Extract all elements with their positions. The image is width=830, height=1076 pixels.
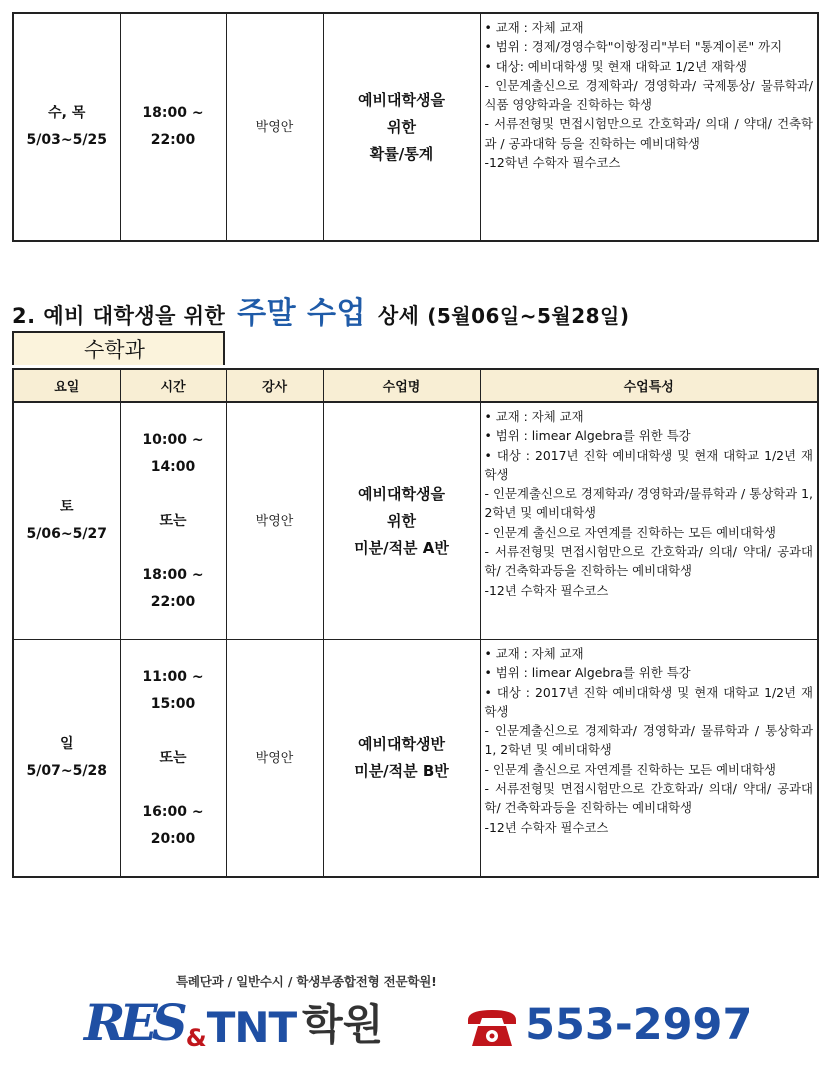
time-cell [120, 13, 226, 241]
column-header-teacher: 강사 [226, 369, 323, 402]
feature-item: • 교재 : 자체 교재 [485, 18, 814, 37]
heading-range: (5월06일~5월28일) [427, 304, 630, 328]
logo-hakwon: 학원 [302, 1000, 384, 1049]
logo-ampersand: & [185, 1024, 207, 1052]
feature-item: • 범위 : limear Algebra를 위한 특강 [485, 663, 814, 682]
date-range: 5/07~5/28 [26, 763, 107, 779]
day-cell [13, 640, 120, 878]
teacher-cell: 박영안 [226, 640, 323, 878]
table-row [13, 402, 818, 640]
feature-item: -12년 수학자 필수코스 [484, 819, 609, 835]
feature-item: - 인문계출신으로 경제학과/ 경영학과/물류학과 / 통상학과 1, 2학년 및 예비대학생 [484, 486, 813, 521]
time-start: 16:00 ~ [142, 803, 204, 820]
feature-item: • 교재 : 자체 교재 [485, 407, 814, 426]
table-row [13, 640, 818, 878]
features-cell [480, 402, 818, 640]
column-header-course: 수업명 [323, 369, 480, 402]
features-cell [480, 640, 818, 878]
course-line: 예비대학생반 [358, 735, 445, 753]
day-label: 토 [59, 499, 74, 515]
day-cell [13, 13, 120, 241]
tagline: 특례단과 / 일반수시 / 학생부종합전형 전문학원! [176, 974, 437, 989]
feature-item: - 서류전형및 면접시험만으로 간호학과/ 의대/ 약대/ 공과대학/ 건축학과등을 진학하는 예비대학생 [484, 544, 813, 579]
time-start: 10:00 ~ [142, 431, 204, 448]
feature-item: - 인문계 출신으로 자연계를 진학하는 모든 예비대학생 [484, 761, 776, 777]
table-header-row [13, 369, 818, 402]
logo-res: RES [84, 993, 182, 1052]
heading-suffix: 상세 [377, 304, 420, 328]
day-label: 수, 목 [48, 105, 86, 121]
phone-contact [464, 1000, 752, 1050]
course-line: 확률/통계 [369, 144, 434, 163]
telephone-icon [464, 1006, 520, 1050]
time-start: 11:00 ~ [142, 668, 204, 685]
time-start: 18:00 ~ [142, 105, 204, 121]
phone-number: 553-2997 [525, 1000, 753, 1050]
time-end: 15:00 [150, 695, 196, 712]
schedule-table-weekend [12, 368, 819, 878]
department-label: 수학과 [12, 331, 225, 365]
date-range: 5/06~5/27 [26, 526, 107, 542]
table-row [13, 13, 818, 241]
feature-item: • 범위 : 경제/경영수학"이항정리"부터 "통계이론" 까지 [485, 37, 814, 56]
course-line: 미분/적분 A반 [354, 538, 449, 557]
schedule-table-weekday [12, 12, 819, 242]
heading-highlight: 주말 수업 [237, 296, 366, 331]
section-heading [12, 288, 824, 332]
day-label: 일 [59, 736, 74, 752]
feature-item: - 서류전형및 면접시험만으로 간호학과/ 의대/ 약대/ 공과대학/ 건축학과등을 진학하는 예비대학생 [484, 781, 813, 816]
teacher-cell: 박영안 [226, 13, 323, 241]
feature-item: -12학년 수학자 필수코스 [484, 155, 621, 171]
feature-item: - 인문계출신으로 경제학과/ 경영학과/ 국제통상/ 물류학과/ 식품 영양학과을 진학하는 학생 [484, 77, 813, 113]
date-range: 5/03~5/25 [26, 132, 107, 148]
column-header-time: 시간 [120, 369, 226, 402]
column-header-day: 요일 [13, 369, 120, 402]
feature-item: • 대상 : 2017년 진학 예비대학생 및 현재 대학교 1/2년 재학생 [485, 446, 814, 485]
day-cell [13, 402, 120, 640]
course-cell [323, 13, 480, 241]
feature-item: • 교재 : 자체 교재 [485, 644, 814, 663]
course-cell [323, 640, 480, 878]
time-end: 20:00 [150, 830, 196, 847]
feature-item: - 인문계 출신으로 자연계를 진학하는 모든 예비대학생 [484, 524, 776, 540]
feature-item: - 서류전형및 면접시험만으로 간호학과/ 의대 / 약대/ 건축학과 / 공과대학 등을 진학하는 예비대학생 [484, 116, 813, 151]
course-line: 예비대학생을 [358, 484, 445, 503]
feature-item: -12년 수학자 필수코스 [484, 582, 609, 598]
time-cell [120, 640, 226, 878]
teacher-cell: 박영안 [226, 402, 323, 640]
time-end: 14:00 [150, 458, 196, 475]
feature-item: • 대상: 예비대학생 및 현재 대학교 1/2년 재학생 [485, 57, 814, 76]
feature-item: • 대상 : 2017년 진학 예비대학생 및 현재 대학교 1/2년 재학생 [485, 683, 814, 722]
logo-tnt: TNT [206, 1003, 297, 1052]
academy-logo [84, 992, 383, 1052]
course-cell [323, 402, 480, 640]
feature-item: • 범위 : limear Algebra를 위한 특강 [485, 426, 814, 445]
footer [84, 972, 804, 1057]
course-line: 미분/적분 B반 [354, 762, 449, 780]
time-end: 22:00 [150, 132, 196, 148]
time-end: 22:00 [150, 593, 196, 610]
course-line: 예비대학생을 [358, 90, 445, 109]
time-cell [120, 402, 226, 640]
column-header-features: 수업특성 [480, 369, 818, 402]
course-line: 위한 [387, 117, 416, 136]
time-or: 또는 [159, 512, 187, 529]
feature-item: - 인문계출신으로 경제학과/ 경영학과/ 물류학과 / 통상학과 1, 2학년 및 예비대학생 [484, 723, 813, 758]
time-start: 18:00 ~ [142, 566, 204, 583]
features-cell [480, 13, 818, 241]
time-or: 또는 [159, 749, 187, 766]
heading-prefix: 2. 예비 대학생을 위한 [12, 304, 226, 328]
course-line: 위한 [387, 511, 416, 530]
